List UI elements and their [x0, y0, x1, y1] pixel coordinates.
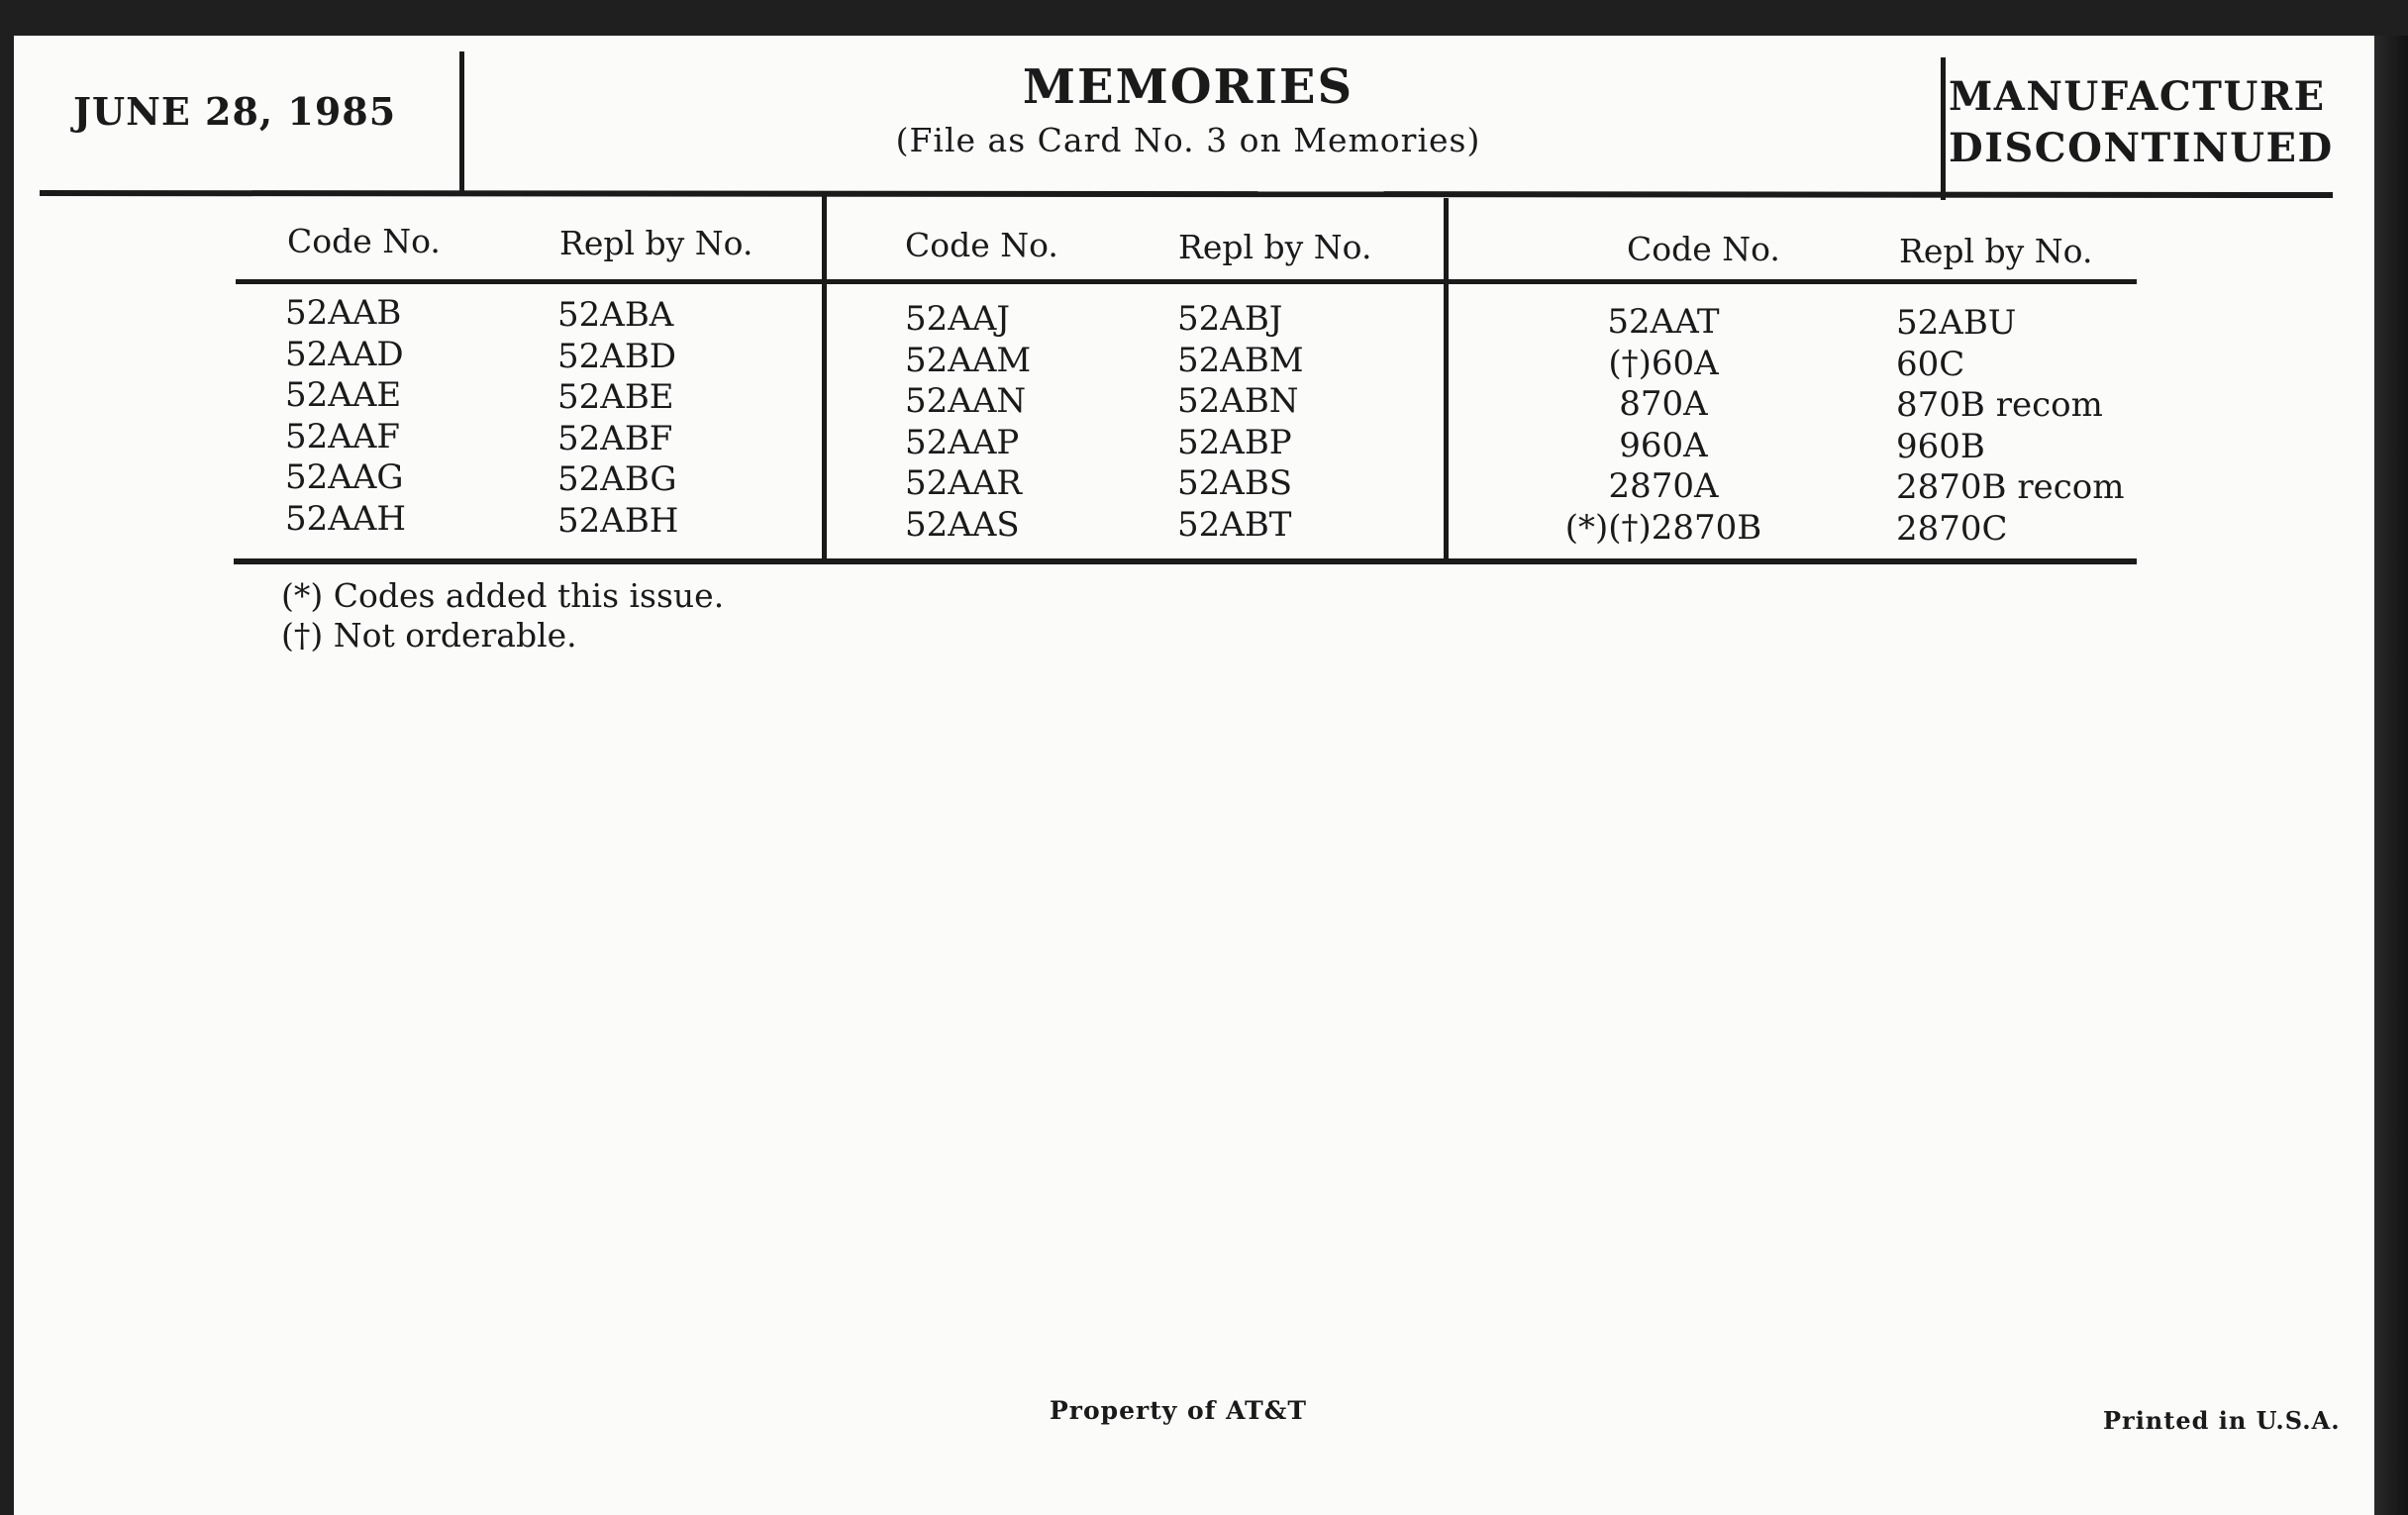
code-cell: 52AAS	[905, 504, 1020, 545]
repl-cell: 52ABD	[557, 336, 677, 376]
repl-cell: 52ABJ	[1177, 299, 1283, 339]
code-column-3	[1515, 302, 1812, 549]
note-not-orderable: (†) Not orderable.	[281, 616, 577, 655]
repl-cell: 2870C	[1896, 508, 2008, 549]
code-cell: 52AAT	[1607, 302, 1720, 342]
repl-cell: 52ABN	[1177, 381, 1299, 421]
code-cell: 870A	[1619, 384, 1708, 424]
status-line-2: DISCONTINUED	[1949, 125, 2334, 171]
repl-column-1	[557, 295, 678, 542]
page-title: MEMORIES	[1022, 59, 1354, 115]
repl-cell: 52ABT	[1177, 504, 1292, 545]
repl-cell: 870B recom	[1896, 385, 2103, 425]
code-cell: 960A	[1619, 425, 1708, 465]
col-header-code-1: Code No.	[287, 222, 441, 260]
repl-cell: 52ABH	[557, 500, 679, 541]
table-divider-2	[1444, 198, 1449, 564]
header-divider-right	[1941, 57, 1946, 200]
note-added: (*) Codes added this issue.	[281, 576, 725, 615]
status-line-1: MANUFACTURE	[1949, 73, 2326, 120]
repl-cell: 52ABP	[1177, 422, 1292, 462]
code-cell: 52AAF	[285, 416, 400, 456]
repl-column-2	[1177, 299, 1304, 546]
page-subtitle: (File as Card No. 3 on Memories)	[895, 121, 1481, 159]
card-edge-shadow	[2374, 36, 2408, 1515]
repl-cell: 2870B recom	[1896, 467, 2125, 507]
code-cell: 52AAM	[905, 340, 1032, 380]
col-header-repl-2: Repl by No.	[1178, 228, 1372, 266]
code-cell: 52AAJ	[905, 299, 1011, 339]
repl-cell: 52ABF	[557, 418, 673, 458]
repl-cell: 60C	[1896, 344, 1965, 384]
repl-cell: 960B	[1896, 426, 1985, 466]
repl-column-3	[1896, 303, 2124, 550]
code-cell: 52AAN	[905, 381, 1027, 421]
repl-cell: 52ABM	[1177, 340, 1304, 380]
code-cell: (†)60A	[1608, 343, 1719, 383]
col-header-repl-1: Repl by No.	[559, 224, 753, 262]
repl-cell: 52ABA	[557, 295, 674, 335]
code-column-2	[905, 299, 1031, 546]
footer-printed: Printed in U.S.A.	[2103, 1406, 2341, 1435]
status-label	[1949, 71, 2334, 174]
code-cell: 2870A	[1608, 466, 1719, 506]
code-cell: 52AAG	[285, 457, 404, 497]
code-cell: 52AAH	[285, 498, 407, 539]
repl-cell: 52ABG	[557, 459, 677, 499]
code-cell: 52AAE	[285, 375, 402, 415]
col-header-code-2: Code No.	[905, 226, 1058, 264]
repl-cell: 52ABU	[1896, 303, 2017, 343]
table-header-rule	[236, 279, 2137, 284]
col-header-code-3: Code No.	[1627, 230, 1780, 268]
repl-cell: 52ABS	[1177, 463, 1293, 503]
code-cell: 52AAP	[905, 422, 1020, 462]
code-cell: 52AAB	[285, 293, 402, 333]
col-header-repl-3: Repl by No.	[1899, 232, 2093, 270]
code-column-1	[285, 293, 406, 540]
code-cell: 52AAR	[905, 463, 1022, 503]
table-bottom-rule	[234, 558, 2137, 564]
footer-property: Property of AT&T	[1050, 1396, 1307, 1425]
issue-date: JUNE 28, 1985	[73, 89, 397, 134]
repl-cell: 52ABE	[557, 377, 674, 417]
code-cell: (*)(†)2870B	[1564, 507, 1762, 548]
table-divider-1	[822, 196, 827, 564]
code-cell: 52AAD	[285, 334, 404, 374]
